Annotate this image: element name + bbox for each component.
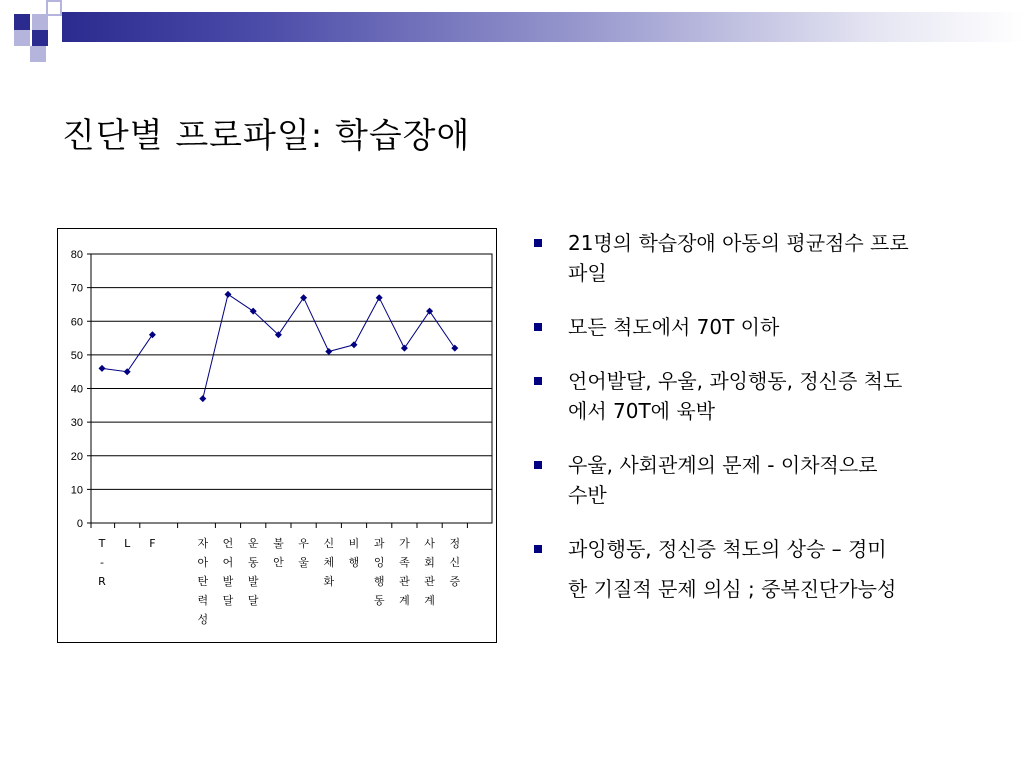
x-tick-label: 우 울 [298, 537, 309, 569]
bullet-text-line: 파일 [568, 261, 607, 285]
y-tick-label: 70 [70, 282, 83, 295]
bullet-item [532, 366, 972, 426]
bullet-text-line: 에서 70T에 육박 [568, 399, 715, 423]
x-tick-label: T -R [98, 537, 106, 588]
x-tick-label: 비 행 [348, 537, 360, 569]
y-tick-label: 60 [70, 316, 83, 329]
bullet-text-line: 우울, 사회관계의 문제 - 이차적으로 [568, 453, 878, 477]
bullet-text-line: 언어발달, 우울, 과잉행동, 정신증 척도 [568, 369, 903, 393]
chart-frame [57, 228, 497, 643]
x-tick-label: L [124, 537, 131, 550]
data-point-marker [124, 368, 131, 375]
x-tick-label: F [149, 537, 156, 550]
data-point-marker [199, 395, 206, 402]
bullet-item [532, 312, 972, 342]
y-tick-label: 20 [70, 450, 83, 463]
x-tick-label: 정 신 증 [449, 537, 461, 588]
slide-title: 진단별 프로파일: 학습장애 [62, 116, 471, 156]
x-tick-label: 과 잉 행 동 [373, 537, 385, 607]
bullet-item [532, 534, 972, 604]
data-point-marker [351, 341, 358, 348]
bullet-text-line: 모든 척도에서 70T 이하 [568, 315, 780, 339]
series-line [203, 294, 455, 398]
corner-square-lavender-3 [30, 46, 46, 62]
line-chart [58, 229, 498, 644]
x-tick-label: 가 족 관 계 [399, 537, 410, 607]
bullet-item [532, 228, 972, 288]
bullet-text-line: 수반 [568, 483, 607, 507]
x-tick-label: 언 어 발 달 [222, 537, 234, 607]
data-point-marker [300, 294, 307, 301]
data-point-marker [149, 331, 156, 338]
y-tick-label: 50 [70, 349, 83, 362]
series-line [102, 335, 152, 372]
data-point-marker [426, 308, 433, 315]
data-point-marker [401, 345, 408, 352]
y-tick-label: 0 [76, 518, 83, 530]
x-tick-label: 신 체 화 [323, 537, 335, 588]
corner-square-navy [14, 14, 30, 30]
data-point-marker [325, 348, 332, 355]
x-tick-label: 사 회 관 계 [424, 537, 435, 607]
bullet-square-icon [534, 239, 542, 247]
bullet-text-line: 21명의 학습장애 아동의 평균점수 프로 [568, 231, 909, 255]
bullet-text-line: 한 기질적 문제 의심 ; 중복진단가능성 [568, 577, 897, 601]
corner-square-lavender [32, 14, 48, 30]
x-tick-label: 자 아 탄 력 성 [197, 537, 209, 626]
header-gradient-bar [62, 12, 1024, 42]
corner-square-navy-2 [32, 30, 48, 46]
data-point-marker [99, 365, 106, 372]
x-tick-label: 운 동 발 달 [247, 537, 259, 607]
corner-square-lavender-2 [14, 30, 30, 46]
y-tick-label: 30 [70, 417, 83, 430]
bullet-square-icon [534, 377, 542, 385]
bullet-square-icon [534, 545, 542, 553]
x-tick-label: 불 안 [273, 537, 284, 569]
data-point-marker [376, 294, 383, 301]
y-tick-label: 80 [70, 249, 83, 261]
data-point-marker [451, 345, 458, 352]
bullet-list [532, 228, 972, 628]
bullet-item [532, 450, 972, 510]
bullet-square-icon [534, 323, 542, 331]
bullet-text-line: 과잉행동, 정신증 척도의 상승 – 경미 [568, 537, 887, 561]
data-point-marker [225, 291, 232, 298]
y-tick-label: 40 [70, 383, 83, 396]
bullet-square-icon [534, 461, 542, 469]
corner-square-outline [46, 0, 62, 16]
y-tick-label: 10 [70, 484, 83, 497]
